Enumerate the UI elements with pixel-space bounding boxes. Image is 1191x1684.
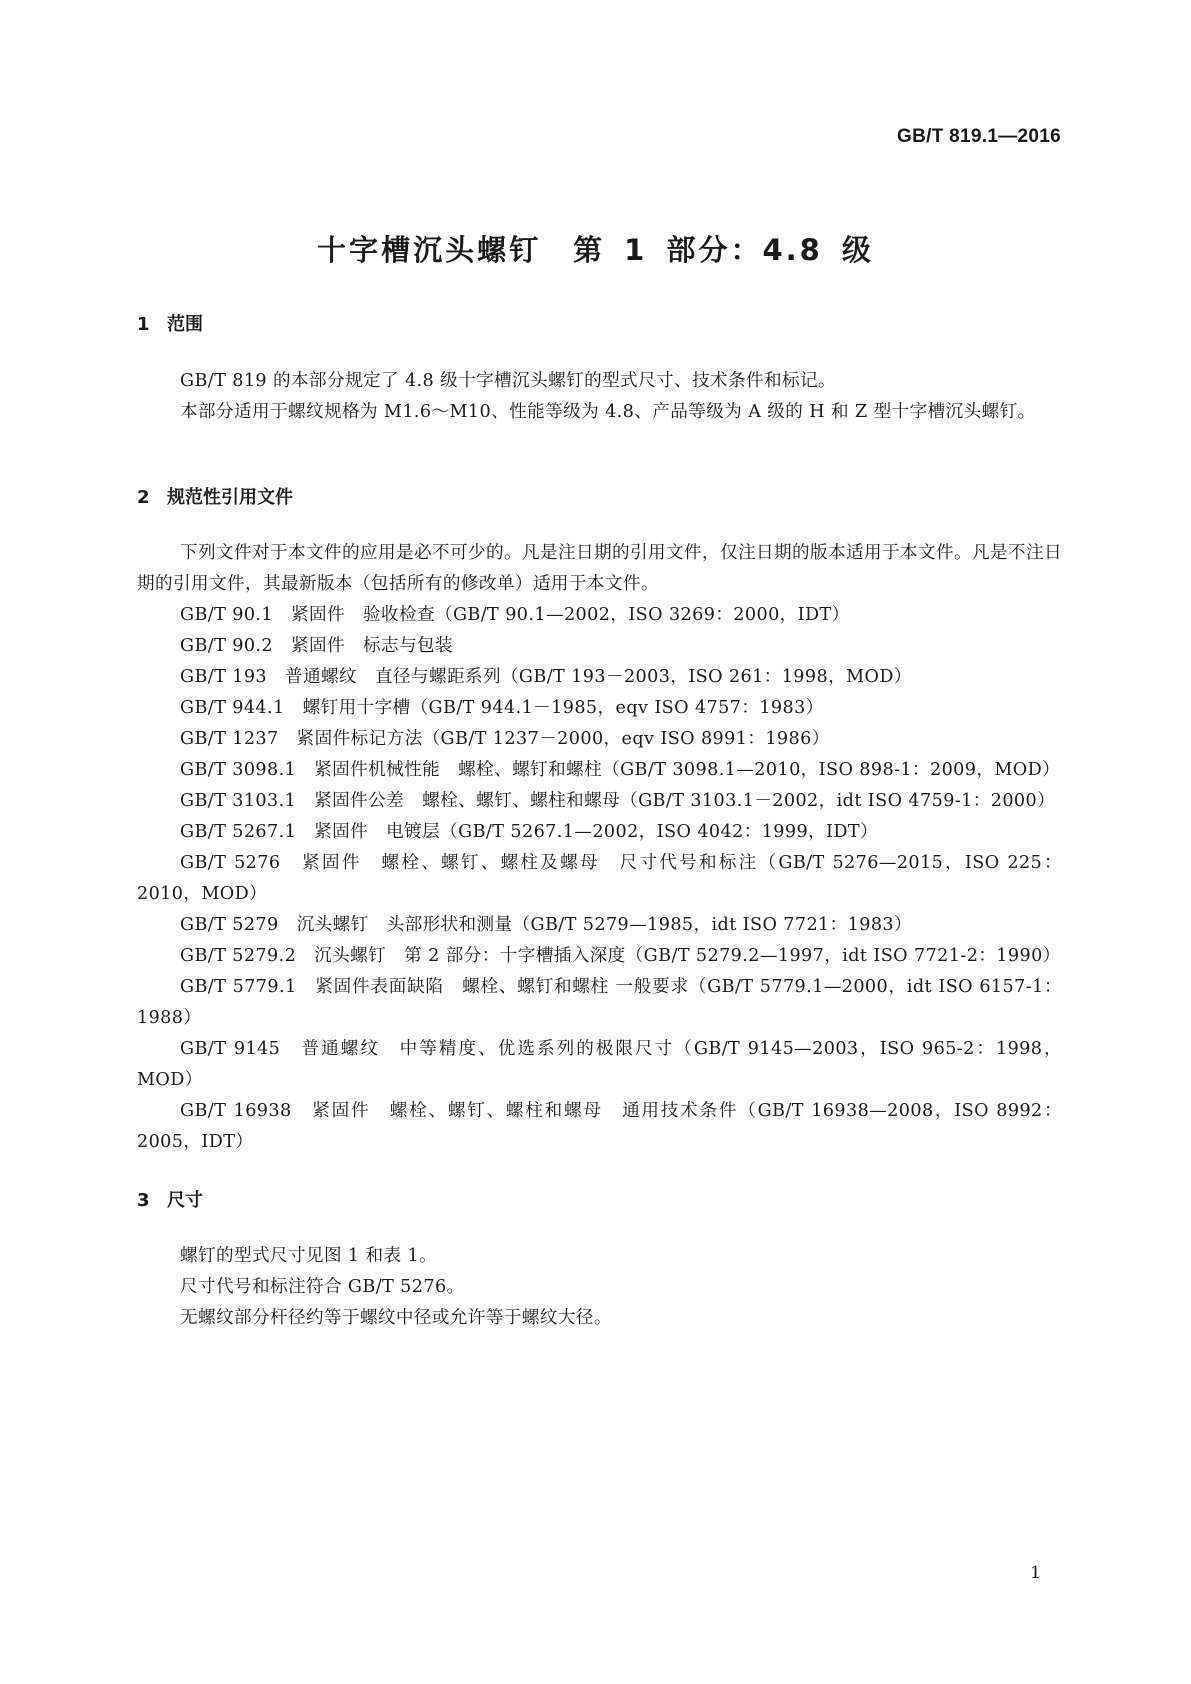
reference-item: GB/T 90.1 紧固件 验收检查（GB/T 90.1—2002，ISO 3269：2000，IDT） [180,605,850,625]
section-number: 1 [137,314,150,335]
reference-item: GB/T 90.2 紧固件 标志与包装 [180,636,453,656]
paragraph: 螺钉的型式尺寸见图 1 和表 1。 [180,1246,438,1266]
reference-item: GB/T 16938 紧固件 螺栓、螺钉、螺柱和螺母 通用技术条件（GB/T 16938—2008，ISO 8992：2005，IDT） [137,1101,1062,1152]
reference-item: GB/T 5779.1 紧固件表面缺陷 螺栓、螺钉和螺柱 一般要求（GB/T 5779.1—2000，idt ISO 6157-1：1988） [137,977,1062,1028]
page-number: 1 [1030,1563,1041,1583]
paragraph: 尺寸代号和标注符合 GB/T 5276。 [180,1277,465,1297]
paragraph: 下列文件对于本文件的应用是必不可少的。凡是注日期的引用文件，仅注日期的版本适用于本文件。凡是不注日期的引用文件，其最新版本（包括所有的修改单）适用于本文件。 [137,543,1062,594]
reference-item: GB/T 5279 沉头螺钉 头部形状和测量（GB/T 5279—1985，idt ISO 7721：1983） [180,915,913,935]
paragraph: 无螺纹部分杆径约等于螺纹中径或允许等于螺纹大径。 [180,1308,612,1328]
section-title: 尺寸 [167,1190,203,1211]
reference-item: GB/T 944.1 螺钉用十字槽（GB/T 944.1－1985，eqv ISO 4757：1983） [180,698,824,718]
section-3-body [137,1241,1062,1334]
section-3-heading [137,1186,203,1212]
reference-item: GB/T 5279.2 沉头螺钉 第 2 部分：十字槽插入深度（GB/T 5279.2—1997，idt ISO 7721-2：1990） [180,946,1061,966]
standard-number: GB/T 819.1—2016 [897,126,1061,147]
reference-item: GB/T 193 普通螺纹 直径与螺距系列（GB/T 193－2003，ISO 261：1998，MOD） [180,667,912,687]
normative-reference-list [137,600,1062,1158]
section-number: 2 [137,487,150,508]
paragraph: GB/T 819 的本部分规定了 4.8 级十字槽沉头螺钉的型式尺寸、技术条件和标记。 [180,371,836,391]
section-title: 范围 [167,314,203,335]
section-1-body [137,366,1062,428]
reference-item: GB/T 5267.1 紧固件 电镀层（GB/T 5267.1—2002，ISO 4042：1999，IDT） [180,822,879,842]
section-number: 3 [137,1190,150,1211]
reference-item: GB/T 1237 紧固件标记方法（GB/T 1237－2000，eqv ISO 8991：1986） [180,729,830,749]
paragraph: 本部分适用于螺纹规格为 M1.6～M10、性能等级为 4.8、产品等级为 A 级的 H 和 Z 型十字槽沉头螺钉。 [180,402,1036,422]
section-1-heading [137,310,203,336]
section-2-heading [137,483,293,509]
reference-item: GB/T 9145 普通螺纹 中等精度、优选系列的极限尺寸（GB/T 9145—2003，ISO 965-2：1998，MOD） [137,1039,1062,1090]
reference-item: GB/T 3098.1 紧固件机械性能 螺栓、螺钉和螺柱（GB/T 3098.1—2010，ISO 898-1：2009，MOD） [180,760,1061,780]
reference-item: GB/T 3103.1 紧固件公差 螺栓、螺钉、螺柱和螺母（GB/T 3103.1－2002，idt ISO 4759-1：2000） [180,791,1056,811]
reference-item: GB/T 5276 紧固件 螺栓、螺钉、螺柱及螺母 尺寸代号和标注（GB/T 5276—2015，ISO 225：2010，MOD） [137,853,1062,904]
document-title: 十字槽沉头螺钉 第 1 部分：4.8 级 [317,233,874,267]
section-title: 规范性引用文件 [167,487,293,508]
section-2-body [137,538,1062,1158]
